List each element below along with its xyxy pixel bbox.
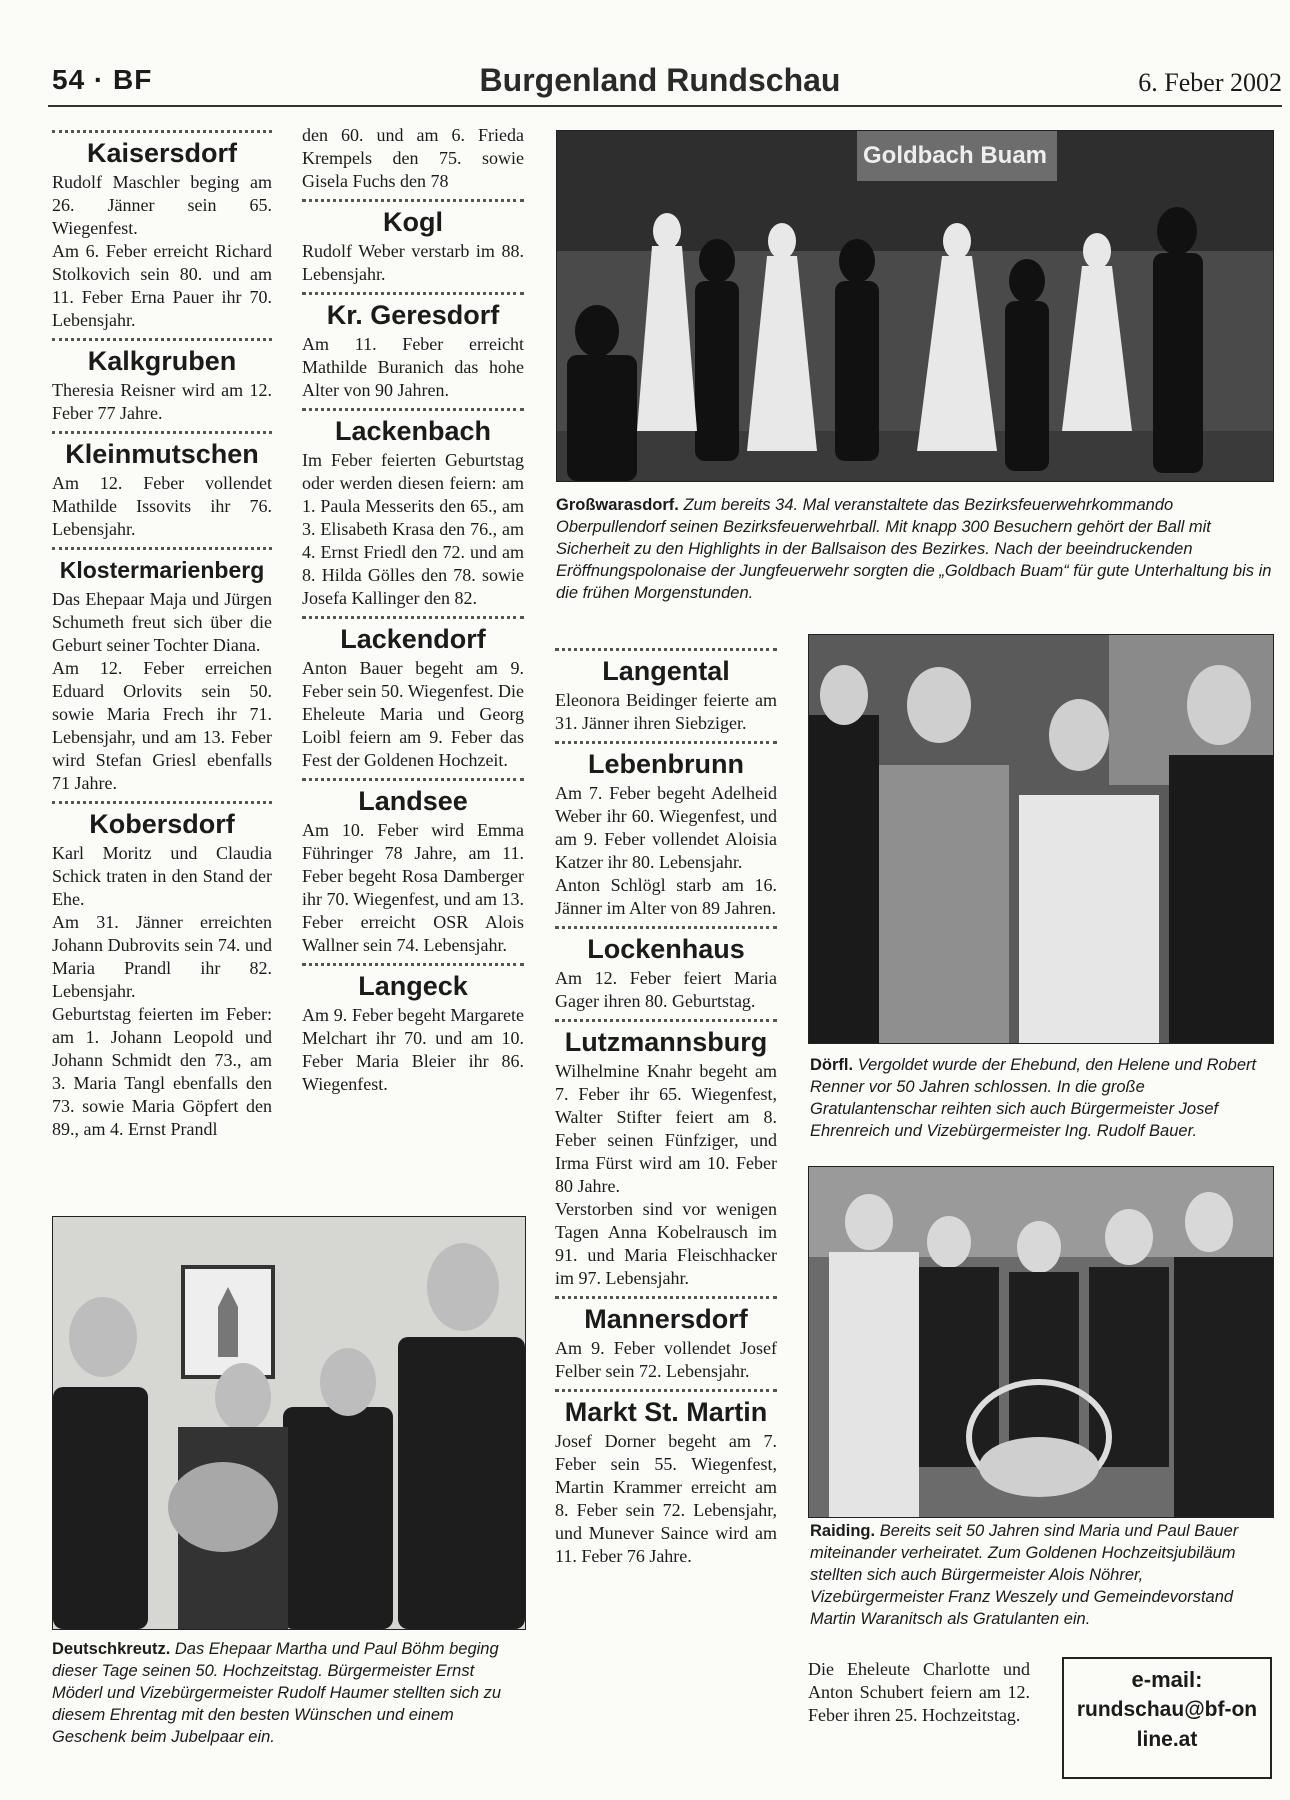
- text-kaisersdorf-2: Am 6. Feber erreicht Richard Stolkovich sein 80. und am 11. Feber Erna Pauer ihr 70. Lebensjahr.: [52, 241, 272, 330]
- raiding-photo-image: [809, 1167, 1273, 1517]
- divider: [555, 926, 777, 929]
- text-lutzmannsburg-2: Verstorben sind vor wenigen Tagen Anna Kobelrausch im 91. und Maria Fleischhacker im 97. Lebensjahr.: [555, 1199, 777, 1288]
- divider: [302, 199, 524, 202]
- caption-doerfl: [810, 1054, 1272, 1142]
- text-mannersdorf: Am 9. Feber vollendet Josef Felber sein 72. Lebensjahr.: [555, 1338, 777, 1381]
- column-4-text: [808, 1658, 1030, 1727]
- caption-doerfl-text: Vergoldet wurde der Ehebund, den Helene und Robert Renner vor 50 Jahren schlossen. In die große Gratulantenschar reihten sich auch Bürgermeister Josef Ehrenreich und Vizebürgermeister Ing. Rudolf Bauer.: [810, 1056, 1257, 1140]
- heading-mannersdorf: Mannersdorf: [584, 1304, 748, 1334]
- heading-kobersdorf: Kobersdorf: [89, 809, 235, 839]
- photo-doerfl: [808, 634, 1274, 1044]
- text-kleinmutschen: Am 12. Feber vollendet Mathilde Issovits ihr 76. Lebensjahr.: [52, 473, 272, 539]
- divider: [302, 408, 524, 411]
- divider: [555, 741, 777, 744]
- issue-date: 6. Feber 2002: [1138, 68, 1282, 97]
- divider: [52, 547, 272, 550]
- text-lockenhaus: Am 12. Feber feiert Maria Gager ihren 80. Geburtstag.: [555, 968, 777, 1011]
- text-kobersdorf-2: Am 31. Jänner erreichten Johann Dubrovits sein 74. und Maria Prandl ihr 82. Lebensjahr.: [52, 912, 272, 1001]
- heading-landsee: Landsee: [358, 786, 468, 816]
- photo-deutschkreutz: [52, 1216, 526, 1630]
- publication-title: Burgenland Rundschau: [479, 62, 841, 98]
- deutschkreutz-photo-image: [53, 1217, 525, 1629]
- ball-banner: Goldbach Buam: [862, 142, 1048, 169]
- divider: [555, 1296, 777, 1299]
- divider: [555, 1389, 777, 1392]
- caption-ball: [556, 494, 1272, 604]
- text-langeck: Am 9. Feber begeht Margarete Melchart ihr 70. und am 10. Feber Maria Bleier ihr 86. Wiegenfest.: [302, 1005, 524, 1094]
- caption-raiding-place: Raiding.: [810, 1522, 876, 1540]
- text-langental: Eleonora Beidinger feierte am 31. Jänner ihren Siebziger.: [555, 690, 777, 733]
- caption-deutschkreutz-place: Deutschkreutz.: [52, 1640, 171, 1658]
- heading-markt-st-martin: Markt St. Martin: [564, 1397, 768, 1427]
- email-box: [1062, 1657, 1272, 1779]
- divider: [302, 778, 524, 781]
- heading-langeck: Langeck: [358, 971, 468, 1001]
- heading-kaisersdorf: Kaisersdorf: [86, 138, 238, 168]
- text-kobersdorf-1: Karl Moritz und Claudia Schick traten in den Stand der Ehe.: [52, 843, 272, 909]
- divider: [302, 292, 524, 295]
- text-lebenbrunn-1: Am 7. Feber begeht Adelheid Weber ihr 60. Wiegenfest, und am 9. Feber vollendet Aloisia Katzer ihr 80. Lebensjahr.: [555, 783, 777, 872]
- text-kogl: Rudolf Weber verstarb im 88. Lebensjahr.: [302, 241, 524, 284]
- caption-ball-text: Zum bereits 34. Mal veranstaltete das Bezirksfeuerwehrkommando Oberpullendorf seinen Bezirksfeuerwehrball. Mit knapp 300 Besuchern gehört der Ball mit Sicherheit zu den Highlights in der Ballsaison des Bezirkes. Nach der beeindruckenden Eröffnungspolonaise der Jungfeuerwehr sorgten die „Goldbach Buam“ für gute Unterhaltung bis in die frühen Morgenstunden.: [556, 496, 1272, 602]
- divider: [52, 338, 272, 341]
- text-kr-geresdorf: Am 11. Feber erreicht Mathilde Buranich das hohe Alter von 90 Jahren.: [302, 334, 524, 400]
- heading-klostermarienberg: Klostermarienberg: [59, 557, 265, 583]
- ball-photo-image: [557, 131, 1273, 481]
- heading-kalkgruben: Kalkgruben: [87, 346, 237, 376]
- caption-deutschkreutz: [52, 1638, 526, 1748]
- email-address[interactable]: rundschau@bf-online.at: [1076, 1698, 1258, 1751]
- heading-kleinmutschen: Kleinmutschen: [65, 439, 259, 469]
- photo-ball: [556, 130, 1274, 482]
- text-lackenbach: Im Feber feierten Geburtstag oder werden diesen feiern: am 1. Paula Messerits den 65., am 3. Elisabeth Krasa den 76., am 4. Ernst Friedl den 72. und am 8. Hilda Gölles den 78. sowie Josefa Kallinger den 82.: [302, 450, 524, 608]
- caption-raiding: [810, 1520, 1272, 1630]
- caption-ball-place: Großwarasdorf.: [556, 496, 679, 514]
- text-landsee: Am 10. Feber wird Emma Führinger 78 Jahre, am 11. Feber begeht Rosa Damberger ihr 70. Wiegenfest, und am 13. Feber erreicht OSR Alois Wallner sein 74. Lebensjahr.: [302, 820, 524, 955]
- text-kobersdorf-3: Geburtstag feierten im Feber: am 1. Johann Leopold und Johann Schmidt den 73., am 3. Maria Tangl ebenfalls den 73. sowie Maria Göpfert den 89., am 4. Ernst Prandl: [52, 1004, 272, 1139]
- text-lebenbrunn-2: Anton Schlögl starb am 16. Jänner im Alter von 89 Jahren.: [555, 875, 777, 918]
- photo-raiding: [808, 1166, 1274, 1518]
- text-kalkgruben: Theresia Reisner wird am 12. Feber 77 Jahre.: [52, 380, 272, 423]
- divider: [302, 616, 524, 619]
- divider: [52, 801, 272, 804]
- column-2: [302, 124, 524, 1096]
- divider: [555, 648, 777, 651]
- heading-kogl: Kogl: [383, 207, 443, 237]
- divider: [555, 1019, 777, 1022]
- heading-lackenbach: Lackenbach: [334, 416, 492, 446]
- email-label: e-mail:: [1131, 1667, 1203, 1692]
- heading-lackendorf: Lackendorf: [340, 624, 486, 654]
- column-3: [555, 642, 777, 1568]
- text-schubert: Die Eheleute Charlotte und Anton Schubert feiern am 12. Feber ihren 25. Hochzeitstag.: [808, 1659, 1030, 1725]
- page-number: 54 · BF: [52, 64, 153, 95]
- column-1: [52, 124, 272, 1141]
- text-markt-st-martin: Josef Dorner begeht am 7. Feber sein 55. Wiegenfest, Martin Krammer erreicht am 8. Feber sein 72. Lebensjahr, und Munever Saince wird am 11. Feber 76 Jahre.: [555, 1431, 777, 1566]
- text-klostermarienberg-1: Das Ehepaar Maja und Jürgen Schumeth freut sich über die Geburt seiner Tochter Diana.: [52, 589, 272, 655]
- heading-kr-geresdorf: Kr. Geresdorf: [326, 300, 500, 330]
- heading-lockenhaus: Lockenhaus: [587, 934, 745, 964]
- text-kobersdorf-continued: den 60. und am 6. Frieda Krempels den 75. sowie Gisela Fuchs den 78: [302, 125, 524, 191]
- caption-deutschkreutz-text: Das Ehepaar Martha und Paul Böhm beging dieser Tage seinen 50. Hochzeitstag. Bürgermeister Ernst Möderl und Vizebürgermeister Rudolf Haumer stellten sich zu diesem Ehrentag mit den besten Wünschen und einem Geschenk beim Jubelpaar ein.: [52, 1640, 502, 1746]
- text-klostermarienberg-2: Am 12. Feber erreichen Eduard Orlovits sein 50. sowie Maria Frech ihr 71. Lebensjahr, und am 13. Feber wird Stefan Griesl ebenfalls 71 Jahre.: [52, 658, 272, 793]
- divider: [302, 963, 524, 966]
- divider: [52, 130, 272, 133]
- text-lutzmannsburg-1: Wilhelmine Knahr begeht am 7. Feber ihr 65. Wiegenfest, Walter Stifter feiert am 8. Feber seinen Fünfziger, und Irma Fürst wird am 10. Feber 80 Jahre.: [555, 1061, 777, 1196]
- text-kaisersdorf-1: Rudolf Maschler beging am 26. Jänner sein 65. Wiegenfest.: [52, 172, 272, 238]
- caption-doerfl-place: Dörfl.: [810, 1056, 854, 1074]
- heading-langental: Langental: [602, 656, 730, 686]
- caption-raiding-text: Bereits seit 50 Jahren sind Maria und Paul Bauer miteinander verheiratet. Zum Goldenen Hochzeitsjubiläum stellten sich auch Bürgermeister Alois Nöhrer, Vizebürgermeister Franz Weszely und Gemeindevorstand Martin Waranitsch als Gratulanten ein.: [810, 1522, 1239, 1628]
- divider: [52, 431, 272, 434]
- header-rule: [48, 105, 1282, 107]
- doerfl-photo-image: [809, 635, 1273, 1043]
- heading-lutzmannsburg: Lutzmannsburg: [564, 1027, 768, 1057]
- heading-lebenbrunn: Lebenbrunn: [588, 749, 744, 779]
- text-lackendorf: Anton Bauer begeht am 9. Feber sein 50. Wiegenfest. Die Eheleute Maria und Georg Loibl feiern am 9. Feber das Fest der Goldenen Hochzeit.: [302, 658, 524, 770]
